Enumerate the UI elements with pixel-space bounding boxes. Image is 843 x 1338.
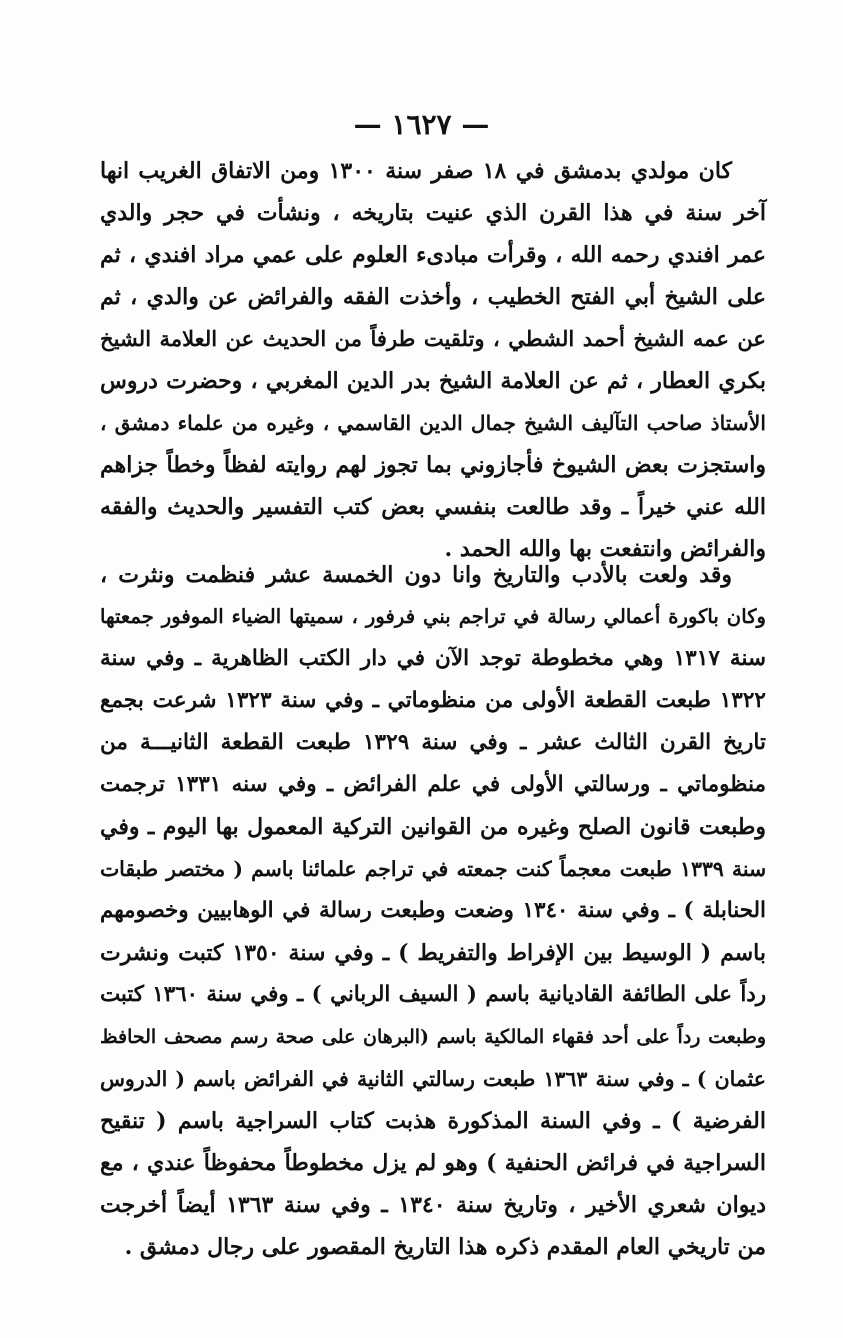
text-line: باسم ( الوسيط بين الإفراط والتفريط ) ـ وفي سنة ١٣٥٠ كتبت ونشرت (100, 940, 766, 966)
text-line: وكان باكورة أعمالي رسالة في تراجم بني فرفور ، سميتها الضياء الموفور جمعتها (100, 605, 766, 628)
text-line: من تاريخي العام المقدم ذكره هذا التاريخ المقصور على رجال دمشق . (124, 1234, 766, 1260)
text-line: وطبعت قانون الصلح وغيره من القوانين التركية المعمول بها اليوم ـ وفي (100, 814, 766, 840)
text-line: منظوماتي ـ ورسالتي الأولى في علم الفرائض ـ وفي سنه ١٣٣١ ترجمت (100, 772, 766, 797)
text-line: السراجية في فرائض الحنفية ) وهو لم يزل مخطوطاً محفوظاً عندي ، مع (100, 1150, 766, 1176)
text-line: ديوان شعري الأخير ، وتاريخ سنة ١٣٤٠ ـ وفي سنة ١٣٦٣ أيضاً أخرجت (100, 1192, 766, 1218)
text-line: الفرضية ) ـ وفي السنة المذكورة هذبت كتاب السراجية باسم ( تنقيح (100, 1108, 766, 1134)
text-line: والفرائض وانتفعت بها والله الحمد . (444, 536, 766, 562)
text-line: رداً على الطائفة القاديانية باسم ( السيف الرباني ) ـ وفي سنة ١٣٦٠ كتبت (100, 982, 766, 1007)
text-line: آخر سنة في هذا القرن الذي عنيت بتاريخه ، ونشأت في حجر والدي (100, 200, 766, 226)
text-line: ١٣٢٢ طبعت القطعة الأولى من منظوماتي ـ وفي سنة ١٣٢٣ شرعت بجمع (100, 688, 766, 713)
text-line: على الشيخ أبي الفتح الخطيب ، وأخذت الفقه والفرائض عن والدي ، ثم (100, 284, 766, 310)
text-line: عن عمه الشيخ أحمد الشطي ، وتلقيت طرفاً من الحديث عن العلامة الشيخ (100, 326, 766, 351)
text-line: الحنابلة ) ـ وفي سنة ١٣٤٠ وضعت وطبعت رسالة في الوهابيين وخصومهم (100, 898, 766, 923)
text-line: الله عني خيراً ـ وقد طالعت بنفسي بعض كتب التفسير والحديث والفقه (100, 494, 766, 520)
text-line: عثمان ) ـ وفي سنة ١٣٦٣ طبعت رسالتي الثانية في الفرائض باسم ( الدروس (100, 1067, 766, 1091)
text-line: سنة ١٣١٧ وهي مخطوطة توجد الآن في دار الكتب الظاهرية ـ وفي سنة (100, 646, 766, 671)
text-line: واستجزت بعض الشيوخ فأجازوني بما تجوز لهم روايته لفظاً وخطاً جزاهم (100, 452, 766, 478)
text-line: كان مولدي بدمشق في ١٨ صفر سنة ١٣٠٠ ومن الاتفاق الغريب انها (100, 158, 732, 184)
text-line: وقد ولعت بالأدب والتاريخ وانا دون الخمسة عشر فنظمت ونثرت ، (100, 562, 732, 588)
text-line: الأستاذ صاحب التآليف الشيخ جمال الدين القاسمي ، وغيره من علماء دمشق ، (100, 411, 766, 435)
page-number: — ١٦٢٧ — (353, 108, 490, 141)
text-line: تاريخ القرن الثالث عشر ـ وفي سنة ١٣٢٩ طبعت القطعة الثانيـــة من (100, 730, 766, 755)
text-line: عمر افندي رحمه الله ، وقرأت مبادىء العلوم على عمي مراد افندي ، ثم (100, 242, 766, 268)
paragraph-1 (100, 150, 766, 570)
text-line: سنة ١٣٣٩ طبعت معجماً كنت جمعته في تراجم علمائنا باسم ( مختصر طبقات (100, 857, 766, 881)
paragraph-2 (100, 554, 766, 1268)
text-line: وطبعت رداً على أحد فقهاء المالكية باسم (البرهان على صحة رسم مصحف الحافظ (100, 1026, 766, 1048)
text-line: بكري العطار ، ثم عن العلامة الشيخ بدر الدين المغربي ، وحضرت دروس (100, 368, 766, 394)
